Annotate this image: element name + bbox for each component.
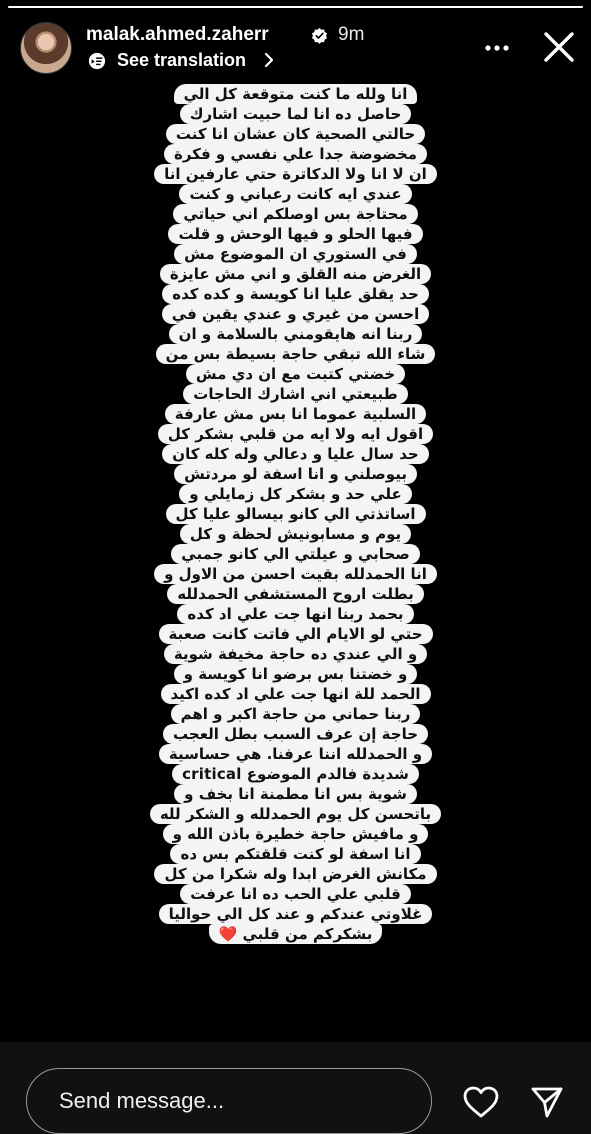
story-text-line: اقول ايه ولا ايه من قلبي بشكر كل [158,424,433,444]
story-text-line: انا اسفة لو كنت قلقتكم بس ده [170,844,420,864]
story-text-line: بحمد ربنا انها جت علي اد كده [177,604,413,624]
story-text-line: شاء الله تبقي حاجة بسيطة بس من [156,344,436,364]
story-text-line: غلاوتي عندكم و عند كل الي حواليا [159,904,433,924]
story-text-line: حاجة إن عرف السبب بطل العجب [163,724,428,744]
story-text-line: و الي عندي ده حاجة مخيفة شوية [164,644,427,664]
story-text-line: الحمد للة انها جت علي اد كده اكيد [161,684,431,704]
heart-icon[interactable] [463,1086,499,1118]
story-text-line: فيها الحلو و فيها الوحش و قلت [168,224,422,244]
story-text-line: بشكركم من قلبي ❤️ [209,924,383,944]
story-text-line: ربنا انه هايقومني بالسلامة و ان [169,324,423,344]
time-ago: 9m [338,24,365,45]
story-text-line: محتاجة بس اوصلكم اني حياتي [173,204,417,224]
story-text-line: مخضوضة جدا علي نفسي و فكرة [164,144,427,164]
story-text-line: صحابي و عيلتي الي كانو جمبي [171,544,419,564]
translate-icon[interactable] [88,52,106,70]
story-text-line: ربنا حماني من حاجة اكبر و اهم [171,704,421,724]
story-content[interactable] [0,76,591,1042]
story-text-line: و خضتنا بس برضو انا كويسة و [174,664,418,684]
story-text-line: حد يقلق عليا انا كويسة و كده كده [162,284,429,304]
story-progress-bar [8,6,583,8]
story-text-line: و الحمدلله اننا عرفنا. هي حساسية [159,744,432,764]
story-text-block [0,84,591,944]
close-icon[interactable] [541,29,577,65]
story-text-line: خضتي كتبت مع ان دي مش [186,364,405,384]
story-text-line: حد سال عليا و دعالي وله كله كان [162,444,428,464]
username[interactable]: malak.ahmed.zaherr [86,24,269,45]
send-message-input[interactable] [26,1068,432,1134]
story-text-line: انا ولله ما كنت متوقعة كل الي [174,84,418,104]
story-text-line: الغرض منه القلق و اني مش عايزة [160,264,431,284]
story-text-line: انا الحمدلله بقيت احسن من الاول و [154,564,437,584]
story-text-line: بطلت اروح المستشفي الحمدلله [167,584,423,604]
story-text-line: شوية بس انا مطمنة انا بخف و [174,784,417,804]
story-text-line: شديدة فالدم الموضوع critical [172,764,419,784]
chevron-right-icon[interactable] [263,52,275,68]
story-text-line: علي حد و بشكر كل زمايلي و [179,484,412,504]
story-progress-fill [8,6,583,8]
avatar[interactable] [20,22,72,74]
story-text-line: عندي ايه كانت رعباني و كنت [179,184,411,204]
story-text-line: قلبي علي الحب ده انا عرفت [180,884,411,904]
verified-badge-icon [311,27,328,44]
story-text-line: باتحسن كل يوم الحمدلله و الشكر لله [150,804,441,824]
story-text-line: السلبية عموما انا بس مش عارفة [165,404,426,424]
story-text-line: ان لا انا ولا الدكاترة حتي عارفين انا [154,164,437,184]
story-text-line: حالتي الصحية كان عشان انا كنت [166,124,425,144]
story-text-line: يوم و مسابونيش لحظة و كل [180,524,411,544]
story-text-line: و مافيش حاجة خطيرة باذن الله و [163,824,429,844]
story-text-line: اساتذتي الي كانو بيسالو عليا كل [166,504,426,524]
story-text-line: مكانش الغرض ابدا وله شكرا من كل [154,864,436,884]
story-text-line: احسن من غيري و عندي يقين في [162,304,429,324]
story-text-line: حاصل ده انا لما حبيت اشارك [180,104,412,124]
story-text-line: بيوصلني و انا اسفة لو مردتش [174,464,417,484]
story-text-line: في الستوري ان الموضوع مش [174,244,417,264]
more-options-icon[interactable] [484,36,510,60]
story-text-line: حتي لو الايام الي فاتت كانت صعبة [159,624,433,644]
story-text-line: طبيعتي اني اشارك الحاجات [183,384,407,404]
send-icon[interactable] [530,1085,564,1119]
see-translation-link[interactable]: See translation [117,50,247,70]
